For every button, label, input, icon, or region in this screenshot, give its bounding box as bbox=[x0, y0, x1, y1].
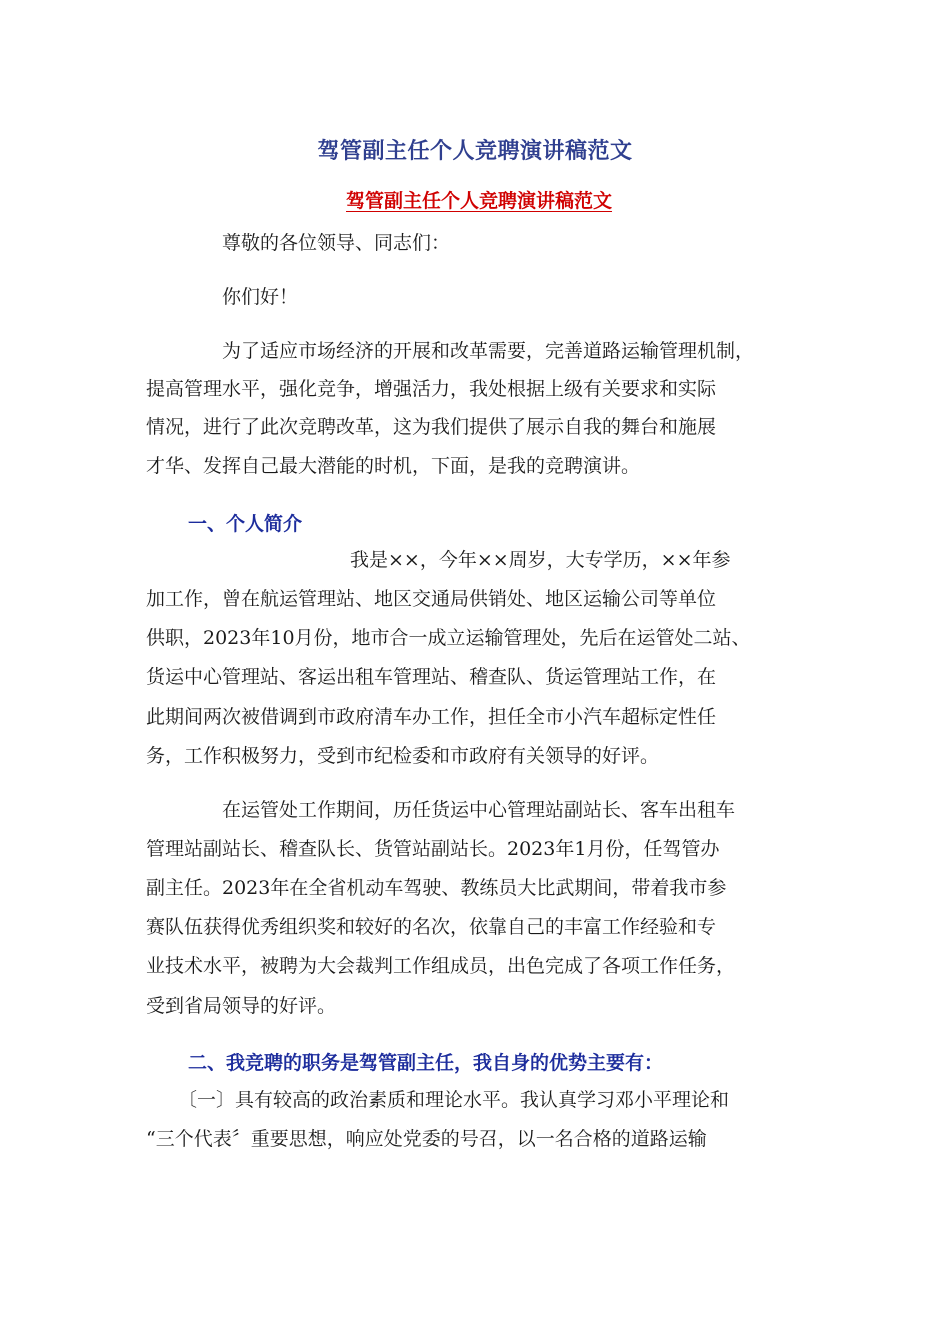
intro-line: 提高管理水平，强化竞争，增强活力，我处根据上级有关要求和实际 bbox=[146, 378, 717, 400]
section1-p2-line: 副主任。2023年在全省机动车驾驶、教练员大比武期间，带着我市参 bbox=[146, 877, 727, 899]
greeting: 尊敬的各位领导、同志们： bbox=[222, 232, 451, 254]
section1-heading: 一、个人简介 bbox=[188, 513, 303, 535]
section2-p1-line: 〔一〕具有较高的政治素质和理论水平。我认真学习邓小平理论和 bbox=[178, 1089, 730, 1111]
document-title: 驾管副主任个人竞聘演讲稿范文 bbox=[317, 139, 633, 164]
section1-p2-line: 业技术水平，被聘为大会裁判工作组成员，出色完成了各项工作任务， bbox=[146, 955, 736, 977]
section2-p1-line: “三个代表〞重要思想，响应处党委的号召，以一名合格的道路运输 bbox=[146, 1128, 707, 1150]
hello: 你们好！ bbox=[222, 286, 299, 308]
document-subtitle-link[interactable] bbox=[302, 186, 612, 213]
section1-p2-line: 在运管处工作期间，历任货运中心管理站副站长、客车出租车 bbox=[222, 799, 736, 821]
section1-p2-line: 受到省局领导的好评。 bbox=[146, 995, 337, 1017]
section1-p1-line: 我是××，今年××周岁，大专学历，××年参 bbox=[350, 549, 731, 571]
section1-p1-line: 务，工作积极努力，受到市纪检委和市政府有关领导的好评。 bbox=[146, 745, 660, 767]
subtitle-text: 驾管副主任个人竞聘演讲稿范文 bbox=[346, 190, 613, 212]
section1-p1-line: 供职，2023年10月份，地市合一成立运输管理处，先后在运管处二站、 bbox=[146, 627, 751, 649]
section1-p2-line: 管理站副站长、稽查队长、货管站副站长。2023年1月份，任驾管办 bbox=[146, 838, 720, 860]
section1-p2-line: 赛队伍获得优秀组织奖和较好的名次，依靠自己的丰富工作经验和专 bbox=[146, 916, 717, 938]
section1-p1-line: 此期间两次被借调到市政府清车办工作，担任全市小汽车超标定性任 bbox=[146, 706, 717, 728]
section1-p1-line: 加工作，曾在航运管理站、地区交通局供销处、地区运输公司等单位 bbox=[146, 588, 717, 610]
section2-heading: 二、我竞聘的职务是驾管副主任，我自身的优势主要有： bbox=[188, 1052, 664, 1074]
section1-p1-line: 货运中心管理站、客运出租车管理站、稽查队、货运管理站工作，在 bbox=[146, 666, 717, 688]
subtitle-indent bbox=[302, 190, 346, 212]
intro-line: 为了适应市场经济的开展和改革需要，完善道路运输管理机制， bbox=[222, 340, 755, 362]
intro-line: 才华、发挥自己最大潜能的时机，下面，是我的竞聘演讲。 bbox=[146, 455, 641, 477]
intro-line: 情况，进行了此次竞聘改革，这为我们提供了展示自我的舞台和施展 bbox=[146, 416, 717, 438]
